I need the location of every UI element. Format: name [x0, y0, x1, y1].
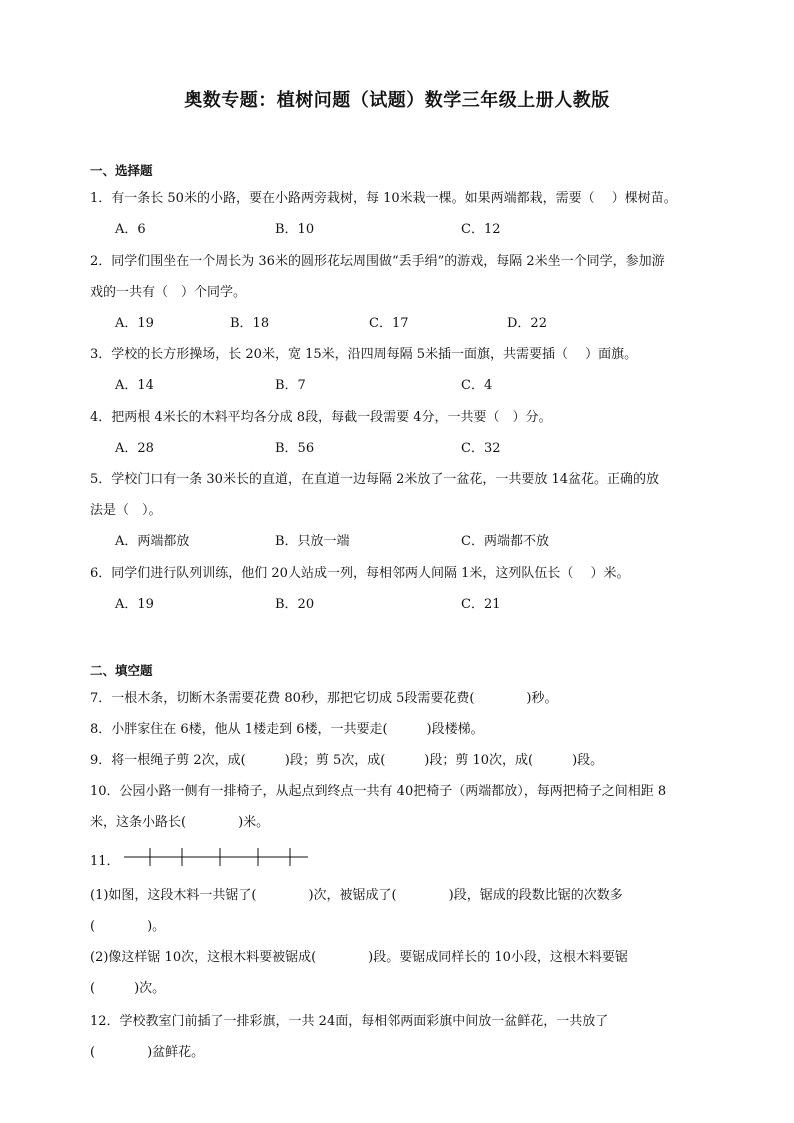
option-d: D．22: [507, 316, 547, 331]
question-9: 9．将一根绳子剪 2次，成( )段；剪 5次，成( )段；剪 10次，成( )段。: [90, 753, 604, 768]
question-11-part-1-line-1: (1)如图，这段木料一共锯了( )次，被锯成了( )段，锯成的段数比锯的次数多: [90, 888, 623, 903]
question-11-part-2-line-1: (2)像这样锯 10次，这根木料要被锯成( )段。要锯成同样长的 10小段，这根木料要锯: [90, 950, 628, 965]
question-5-line-2: 法是（ ）。: [90, 503, 162, 518]
option-b: B．18: [230, 316, 270, 331]
option-a: A．两端都放: [115, 534, 190, 549]
section-heading-choice: 一、选择题: [90, 163, 153, 178]
option-b: B．只放一端: [275, 534, 350, 549]
question-10-line-1: 10．公园小路一侧有一排椅子，从起点到终点一共有 40把椅子（两端都放），每两把椅子之间相距 8: [90, 784, 667, 799]
option-b: B．7: [275, 378, 306, 393]
option-c: C．32: [461, 441, 501, 456]
question-7: 7．一根木条，切断木条需要花费 80秒，那把它切成 5段需要花费( )秒。: [90, 691, 558, 706]
question-8: 8．小胖家住在 6楼，他从 1楼走到 6楼，一共要走( )段楼梯。: [90, 722, 484, 737]
question-3: 3．学校的长方形操场，长 20米，宽 15米，沿四周每隔 5米插一面旗，共需要插（ ）面旗。: [90, 347, 638, 362]
question-2-line-2: 戏的一共有（ ）个同学。: [90, 285, 247, 300]
option-a: A．19: [115, 316, 154, 331]
option-b: B．56: [275, 441, 315, 456]
option-a: A．14: [115, 378, 154, 393]
question-11-part-2-line-2: ( )次。: [90, 981, 166, 996]
question-6: 6．同学们进行队列训练，他们 20人站成一列，每相邻两人间隔 1米，这列队伍长（ ）米。: [90, 566, 630, 581]
question-11-part-1-line-2: ( )。: [90, 919, 166, 934]
section-heading-fill-in: 二、填空题: [90, 663, 153, 678]
question-5-line-1: 5．学校门口有一条 30米长的直道，在直道一边每隔 2米放了一盆花，一共要放 14盆花。正确的放: [90, 472, 660, 487]
option-c: C．17: [369, 316, 409, 331]
question-12-line-1: 12．学校教室门前插了一排彩旗，一共 24面，每相邻两面彩旗中间放一盆鲜花，一共放了: [90, 1014, 609, 1029]
option-c: C．21: [461, 597, 501, 612]
option-b: B．10: [275, 222, 315, 237]
option-a: A．19: [115, 597, 154, 612]
question-2-line-1: 2．同学们围坐在一个周长为 36米的圆形花坛周围做“丢手绢”的游戏，每隔 2米坐一个同学，参加游: [90, 254, 665, 269]
question-4: 4．把两根 4米长的木料平均各分成 8段，每截一段需要 4分，一共要（ ）分。: [90, 410, 552, 425]
option-b: B．20: [275, 597, 315, 612]
option-c: C．两端都不放: [461, 534, 549, 549]
option-a: A．28: [115, 441, 154, 456]
page-title: 奥数专题：植树问题（试题）数学三年级上册人教版: [184, 90, 610, 111]
question-12-line-2: ( )盆鲜花。: [90, 1045, 205, 1060]
question-1: 1．有一条长 50米的小路，要在小路两旁栽树，每 10米栽一棵。如果两端都栽，需要（ ）棵树苗。: [90, 191, 677, 206]
sawn-wood-diagram: [122, 846, 312, 868]
option-c: C．12: [461, 222, 501, 237]
question-10-line-2: 米，这条小路长( )米。: [90, 815, 270, 830]
option-c: C．4: [461, 378, 493, 393]
option-a: A．6: [115, 222, 146, 237]
question-11-number: 11．: [90, 854, 120, 869]
